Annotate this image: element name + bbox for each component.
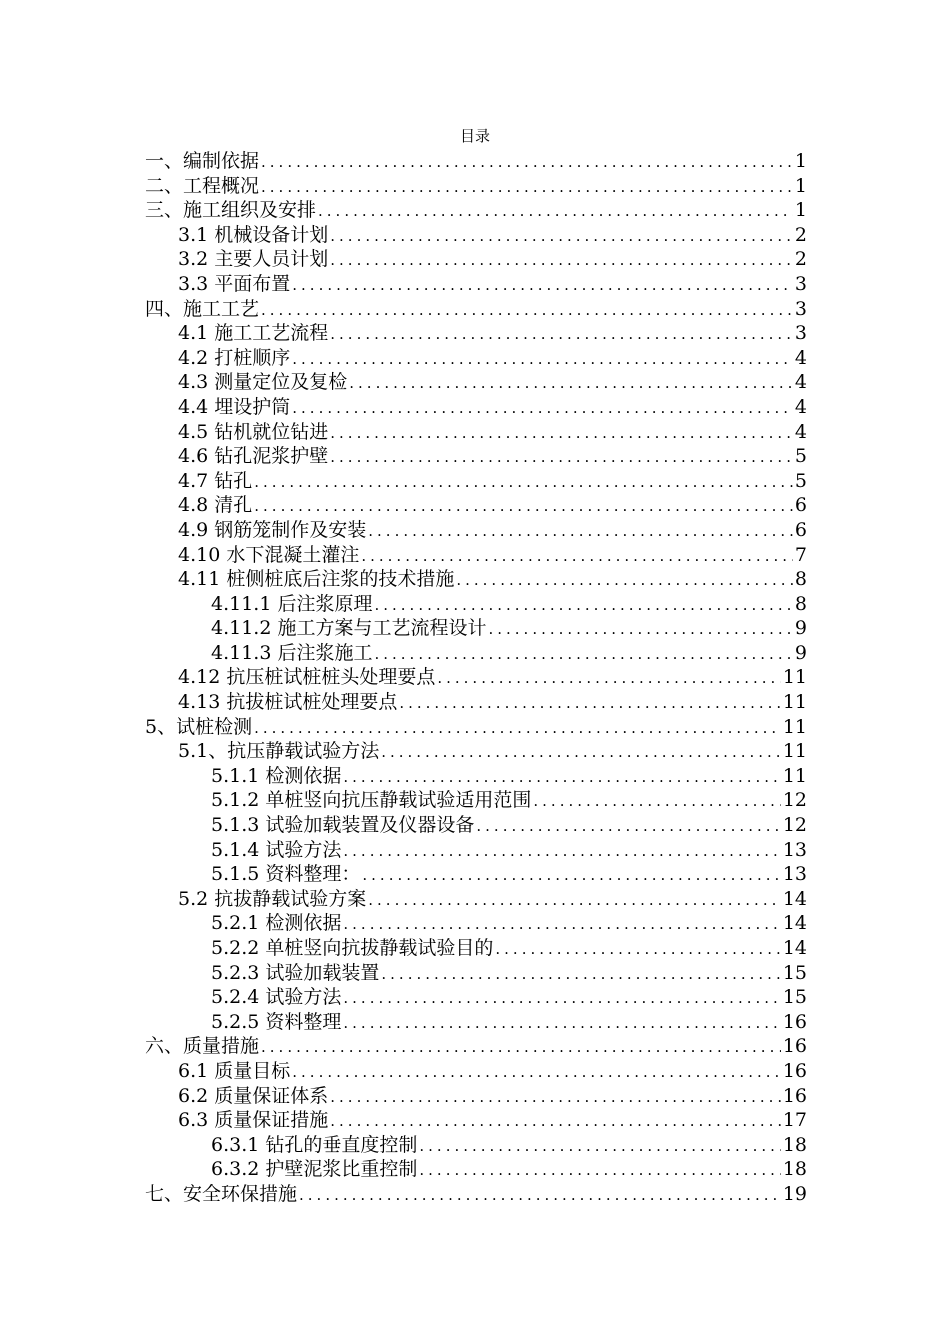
toc-entry-page-number: 9: [794, 617, 807, 640]
toc-entry-page-number: 11: [782, 740, 807, 763]
toc-entry[interactable]: [145, 444, 807, 469]
toc-entry-page-number: 3: [794, 297, 807, 320]
toc-entry-page-number: 11: [782, 715, 807, 738]
toc-entry[interactable]: [145, 862, 807, 887]
toc-entry-label: 5.2.1 检测依据: [211, 912, 342, 935]
toc-entry-page-number: 18: [782, 1133, 807, 1156]
toc-entry-label: 4.5 钻机就位钻进: [178, 420, 329, 443]
toc-dot-leader: [254, 470, 793, 494]
toc-entry-page-number: 14: [782, 887, 807, 910]
toc-entry-label: 3.3 平面布置: [178, 272, 291, 295]
toc-entry[interactable]: [145, 543, 807, 568]
toc-entry-page-number: 4: [794, 420, 807, 443]
toc-entry-label: 3.2 主要人员计划: [178, 248, 329, 271]
toc-entry-page-number: 3: [794, 272, 807, 295]
toc-dot-leader: [292, 273, 793, 297]
toc-dot-leader: [437, 666, 780, 690]
toc-entry-label: 5.1.3 试验加载装置及仪器设备: [211, 814, 475, 837]
toc-entry-label: 4.2 打桩顺序: [178, 346, 291, 369]
toc-entry-page-number: 2: [794, 223, 807, 246]
toc-entry[interactable]: [145, 493, 807, 518]
toc-entry-label: 5.2.5 资料整理: [211, 1010, 342, 1033]
toc-entry[interactable]: [145, 936, 807, 961]
toc-entry-label: 5.1.1 检测依据: [211, 764, 342, 787]
toc-entry[interactable]: [145, 149, 807, 174]
toc-entry-label: 5、试桩检测: [145, 715, 253, 738]
toc-entry[interactable]: [145, 1182, 807, 1207]
toc-dot-leader: [330, 445, 793, 469]
toc-entry[interactable]: [145, 961, 807, 986]
toc-entry[interactable]: [145, 641, 807, 666]
toc-entry-page-number: 11: [782, 691, 807, 714]
toc-entry-page-number: 16: [782, 1084, 807, 1107]
toc-entry-page-number: 5: [794, 469, 807, 492]
toc-dot-leader: [261, 175, 793, 199]
toc-dot-leader: [456, 568, 793, 592]
toc-entry-label: 4.11 桩侧桩底后注浆的技术措施: [178, 568, 455, 591]
toc-entry-label: 4.13 抗拔桩试桩处理要点: [178, 691, 398, 714]
toc-entry-page-number: 4: [794, 371, 807, 394]
toc-entry-page-number: 14: [782, 937, 807, 959]
toc-dot-leader: [343, 765, 780, 789]
toc-entry-page-number: 6: [794, 494, 807, 517]
toc-entry-label: 6.3.1 钻孔的垂直度控制: [211, 1133, 418, 1156]
toc-entry-page-number: 9: [794, 641, 807, 664]
toc-entry[interactable]: [145, 1034, 807, 1059]
toc-entry-label: 一、编制依据: [145, 150, 260, 172]
toc-dot-leader: [349, 371, 793, 395]
toc-entry-label: 4.4 埋设护筒: [178, 395, 291, 418]
toc-dot-leader: [254, 494, 793, 518]
toc-entry[interactable]: [145, 985, 807, 1010]
toc-dot-leader: [292, 1060, 781, 1084]
toc-entry[interactable]: [145, 420, 807, 445]
toc-entry-label: 四、施工工艺: [145, 297, 260, 320]
toc-dot-leader: [399, 691, 780, 715]
toc-dot-leader: [495, 937, 780, 961]
toc-entry-page-number: 18: [782, 1158, 807, 1181]
toc-entry-page-number: 8: [794, 592, 807, 615]
toc-entry[interactable]: [145, 690, 807, 715]
toc-dot-leader: [488, 617, 792, 641]
toc-dot-leader: [330, 1085, 781, 1109]
toc-entry-label: 六、质量措施: [145, 1035, 260, 1058]
toc-entry-page-number: 19: [782, 1182, 807, 1205]
toc-entry-label: 5.2 抗拔静载试验方案: [178, 887, 367, 910]
toc-entry-page-number: 12: [782, 789, 807, 812]
toc-entry[interactable]: [145, 739, 807, 764]
toc-dot-leader: [318, 199, 793, 223]
toc-dot-leader: [361, 544, 793, 568]
toc-entry-label: 6.3.2 护壁泥浆比重控制: [211, 1158, 418, 1181]
toc-dot-leader: [368, 519, 793, 543]
toc-entry[interactable]: [145, 1108, 807, 1133]
toc-entry[interactable]: [145, 764, 807, 789]
toc-dot-leader: [362, 863, 780, 887]
toc-entry-page-number: 15: [782, 961, 807, 984]
toc-dot-leader: [419, 1158, 780, 1182]
toc-entry-label: 4.7 钻孔: [178, 469, 253, 492]
toc-entry[interactable]: [145, 813, 807, 838]
toc-dot-leader: [330, 322, 793, 346]
toc-dot-leader: [330, 224, 793, 248]
toc-entry-page-number: 3: [794, 322, 807, 345]
toc-entry-label: 二、工程概况: [145, 174, 260, 197]
toc-entry[interactable]: [145, 665, 807, 690]
toc-entry-page-number: 7: [794, 543, 807, 566]
toc-entry-label: 5.1、抗压静载试验方法: [178, 740, 380, 763]
toc-dot-leader: [299, 1183, 781, 1207]
toc-dot-leader: [476, 814, 780, 838]
toc-entry[interactable]: [145, 321, 807, 346]
toc-entry-label: 4.3 测量定位及复检: [178, 371, 348, 394]
toc-entry[interactable]: [145, 198, 807, 223]
toc-entry-label: 6.3 质量保证措施: [178, 1109, 329, 1132]
toc-entry[interactable]: [145, 1059, 807, 1084]
toc-entry-label: 4.11.1 后注浆原理: [211, 592, 373, 615]
toc-title: 目录: [459, 127, 490, 145]
toc-entry[interactable]: [145, 788, 807, 813]
toc-dot-leader: [533, 789, 780, 813]
toc-entry[interactable]: [145, 1010, 807, 1035]
toc-entry[interactable]: [145, 887, 807, 912]
toc-entry-label: 6.1 质量目标: [178, 1059, 291, 1082]
toc-entry-page-number: 14: [782, 912, 807, 935]
table-of-contents: [145, 149, 807, 1207]
toc-entry-page-number: 6: [794, 518, 807, 541]
toc-entry-label: 4.11.2 施工方案与工艺流程设计: [211, 617, 487, 640]
toc-entry-page-number: 12: [782, 814, 807, 837]
toc-entry-label: 5.2.2 单桩竖向抗拔静载试验目的: [211, 937, 494, 959]
toc-dot-leader: [330, 421, 793, 445]
toc-entry[interactable]: [145, 1133, 807, 1158]
toc-entry[interactable]: [145, 911, 807, 936]
toc-entry-label: 4.10 水下混凝土灌注: [178, 543, 360, 566]
toc-entry-page-number: 13: [782, 838, 807, 861]
toc-entry-label: 4.12 抗压桩试桩桩头处理要点: [178, 666, 436, 689]
toc-entry-page-number: 4: [794, 346, 807, 369]
toc-entry[interactable]: [145, 297, 807, 322]
toc-entry-page-number: 5: [794, 445, 807, 468]
toc-entry-label: 6.2 质量保证体系: [178, 1084, 329, 1107]
toc-entry[interactable]: [145, 592, 807, 617]
toc-entry-page-number: 16: [782, 1010, 807, 1033]
toc-entry-page-number: 11: [782, 666, 807, 689]
toc-dot-leader: [343, 1011, 780, 1035]
toc-entry-label: 5.1.5 资料整理：: [211, 863, 361, 886]
toc-entry-page-number: 16: [782, 1035, 807, 1058]
toc-entry-label: 三、施工组织及安排: [145, 199, 317, 222]
toc-dot-leader: [254, 716, 781, 740]
toc-entry-page-number: 8: [794, 568, 807, 591]
toc-entry[interactable]: [145, 174, 807, 199]
toc-entry-page-number: 16: [782, 1059, 807, 1082]
toc-dot-leader: [343, 986, 780, 1010]
toc-dot-leader: [292, 396, 793, 420]
toc-entry[interactable]: [145, 1157, 807, 1182]
toc-entry[interactable]: [145, 838, 807, 863]
toc-entry[interactable]: [145, 395, 807, 420]
toc-dot-leader: [368, 888, 781, 912]
toc-dot-leader: [374, 593, 792, 617]
toc-entry-page-number: 4: [794, 395, 807, 418]
toc-entry-page-number: 2: [794, 248, 807, 271]
toc-entry[interactable]: [145, 567, 807, 592]
toc-entry[interactable]: [145, 247, 807, 272]
toc-dot-leader: [330, 248, 793, 272]
toc-dot-leader: [343, 912, 780, 936]
toc-dot-leader: [381, 740, 781, 764]
toc-dot-leader: [261, 298, 793, 322]
toc-dot-leader: [381, 962, 780, 986]
toc-dot-leader: [292, 347, 793, 371]
toc-entry[interactable]: [145, 616, 807, 641]
toc-entry-label: 4.9 钢筋笼制作及安装: [178, 518, 367, 541]
toc-entry[interactable]: [145, 1084, 807, 1109]
toc-entry-label: 5.1.4 试验方法: [211, 838, 342, 861]
toc-dot-leader: [261, 150, 793, 174]
toc-entry-page-number: 1: [794, 150, 807, 172]
toc-entry[interactable]: [145, 370, 807, 395]
toc-entry-label: 4.11.3 后注浆施工: [211, 641, 373, 664]
toc-entry[interactable]: [145, 518, 807, 543]
toc-entry[interactable]: [145, 272, 807, 297]
toc-entry-label: 5.1.2 单桩竖向抗压静载试验适用范围: [211, 789, 532, 812]
toc-entry-page-number: 13: [782, 863, 807, 886]
toc-entry-label: 4.8 清孔: [178, 494, 253, 517]
toc-entry-page-number: 11: [782, 764, 807, 787]
toc-entry[interactable]: [145, 223, 807, 248]
toc-entry[interactable]: [145, 469, 807, 494]
toc-entry-label: 4.6 钻孔泥浆护壁: [178, 445, 329, 468]
toc-entry-page-number: 1: [794, 174, 807, 197]
toc-entry-label: 5.2.3 试验加载装置: [211, 961, 380, 984]
toc-entry-label: 4.1 施工工艺流程: [178, 322, 329, 345]
toc-entry-label: 5.2.4 试验方法: [211, 986, 342, 1009]
toc-entry-page-number: 1: [794, 199, 807, 222]
toc-dot-leader: [343, 839, 780, 863]
toc-entry[interactable]: [145, 346, 807, 371]
toc-entry-label: 3.1 机械设备计划: [178, 223, 329, 246]
toc-dot-leader: [419, 1134, 780, 1158]
toc-entry-page-number: 15: [782, 986, 807, 1009]
toc-dot-leader: [374, 642, 792, 666]
toc-dot-leader: [330, 1109, 781, 1133]
toc-dot-leader: [261, 1035, 781, 1059]
toc-entry[interactable]: [145, 715, 807, 740]
toc-entry-page-number: 17: [782, 1109, 807, 1132]
toc-entry-label: 七、安全环保措施: [145, 1182, 298, 1205]
